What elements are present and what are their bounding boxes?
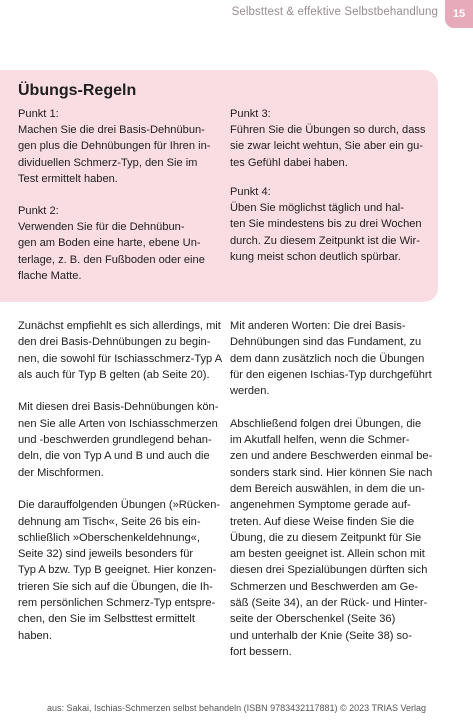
- body-line: im Akutfall helfen, wenn die Schmer-: [230, 434, 410, 447]
- body-line: am besten geeignet ist. Allein schon mit: [230, 548, 425, 561]
- rule-line: dividuellen Schmerz-Typ, den Sie im: [18, 156, 198, 169]
- rule-heading: Punkt 3:: [230, 108, 271, 120]
- body-line: Mit diesen drei Basis-Dehnübungen kön-: [18, 401, 219, 414]
- rule-point-3: [230, 106, 426, 171]
- body-line: als auch für Typ B gelten (ab Seite 20).: [18, 368, 210, 381]
- body-paragraph: [18, 399, 222, 480]
- body-line: angenehmen Symptome gerade auf-: [230, 499, 411, 512]
- rule-line: tes Gefühl dabei haben.: [230, 156, 348, 169]
- rule-line: gen plus die Dehnübungen für Ihren in-: [18, 140, 211, 153]
- body-line: sonders stark sind. Hier können Sie nach: [230, 466, 433, 479]
- body-line: zen und andere Beschwerden einmal be-: [230, 450, 433, 463]
- body-paragraph: [18, 497, 222, 644]
- rule-line: flache Matte.: [18, 269, 82, 282]
- body-line: werden.: [230, 385, 270, 398]
- body-line: Seite 32) sind jeweils besonders für: [18, 548, 194, 561]
- rule-line: durch. Zu diesem Zeitpunkt ist die Wir-: [230, 234, 420, 247]
- body-line: Mit anderen Worten: Die drei Basis-: [230, 320, 406, 332]
- body-line: nen, die sowohl für Ischiasschmerz-Typ A: [18, 352, 223, 365]
- body-left-column: [18, 318, 222, 660]
- source-footer: aus: Sakai, Ischias-Schmerzen selbst behandeln (ISBN 9783432117881) © 2023 TRIAS Verlag: [46, 703, 427, 713]
- exercise-rules-box: [0, 70, 438, 302]
- rule-line: gen am Boden eine harte, ebene Un-: [18, 237, 201, 250]
- body-right-column: [230, 318, 432, 677]
- body-line: diesen drei Spezialübungen dürften sich: [230, 564, 428, 577]
- body-line: trieren Sie sich auf die Übungen, die Ih-: [18, 580, 213, 593]
- running-header-title: Selbsttest & effektive Selbstbehandlung: [231, 6, 438, 18]
- rule-line: Führen Sie die Übungen so durch, dass: [230, 124, 426, 137]
- rule-line: Verwenden Sie für die Dehnübun-: [18, 221, 185, 234]
- body-line: Typ A bzw. Typ B geeignet. Hier konzen-: [18, 564, 217, 577]
- body-line: chen, den Sie im Selbsttest ermittelt: [18, 613, 195, 626]
- body-line: schließlich »Oberschenkeldehnung«,: [18, 531, 200, 544]
- body-line: nen Sie alle Arten von Ischiasschmerzen: [18, 417, 218, 430]
- rule-point-4: [230, 184, 422, 265]
- rule-heading: Punkt 2:: [18, 205, 59, 217]
- body-line: haben.: [18, 629, 52, 642]
- body-line: dehnung am Tisch«, Seite 26 bis ein-: [18, 515, 201, 528]
- body-line: seite der Oberschenkel (Seite 36): [230, 613, 396, 626]
- body-line: Abschließend folgen drei Übungen, die: [230, 417, 422, 430]
- rule-line: kung meist schon deutlich spürbar.: [230, 250, 401, 263]
- body-paragraph: [230, 318, 432, 399]
- body-line: Zunächst empfiehlt es sich allerdings, mit: [18, 320, 221, 332]
- body-line: rem persönlichen Schmerz-Typ entspre-: [18, 597, 216, 610]
- body-line: und -beschwerden grundlegend behan-: [18, 434, 212, 447]
- page-number: 15: [452, 8, 466, 20]
- rule-line: sie zwar leicht wehtun, Sie aber ein gu-: [230, 140, 424, 153]
- rule-line: ten Sie mindestens bis zu drei Wochen: [230, 218, 422, 231]
- body-paragraph: [230, 416, 432, 660]
- rule-point-2: [18, 203, 205, 284]
- body-paragraph: [18, 318, 222, 383]
- body-line: dem Bereich auswählen, in dem die un-: [230, 482, 425, 495]
- body-line: treten. Auf diese Weise finden Sie die: [230, 515, 415, 528]
- body-line: Schmerzen und Beschwerden am Ge-: [230, 580, 419, 593]
- rule-point-1: [18, 106, 210, 187]
- body-line: dem dann zusätzlich noch die Übungen: [230, 352, 425, 365]
- body-line: der Mischformen.: [18, 466, 104, 479]
- rule-heading: Punkt 4:: [230, 186, 271, 198]
- body-line: Dehnübungen sind das Fundament, zu: [230, 336, 422, 349]
- body-line: Übung, die zu diesem Zeitpunkt für Sie: [230, 531, 422, 544]
- body-line: deln, die von Typ A und B und auch die: [18, 450, 210, 463]
- rule-line: Test ermittelt haben.: [18, 172, 118, 185]
- body-line: säß (Seite 34), an der Rück- und Hinter-: [230, 597, 428, 610]
- body-line: fort bessern.: [230, 645, 292, 658]
- body-line: für den eigenen Ischias-Typ durchgeführt: [230, 368, 432, 381]
- page-number-tab: [445, 0, 473, 28]
- body-line: und unterhalb der Knie (Seite 38) so-: [230, 629, 412, 642]
- exercise-rules-title: Übungs-Regeln: [18, 82, 137, 99]
- rule-heading: Punkt 1:: [18, 108, 59, 120]
- rule-line: Machen Sie die drei Basis-Dehnübun-: [18, 124, 205, 137]
- body-line: Die darauffolgenden Übungen (»Rücken-: [18, 499, 221, 512]
- body-line: den drei Basis-Dehnübungen zu begin-: [18, 336, 211, 349]
- rule-line: terlage, z. B. den Fußboden oder eine: [18, 253, 205, 266]
- rule-line: Üben Sie möglichst täglich und hal-: [230, 202, 404, 215]
